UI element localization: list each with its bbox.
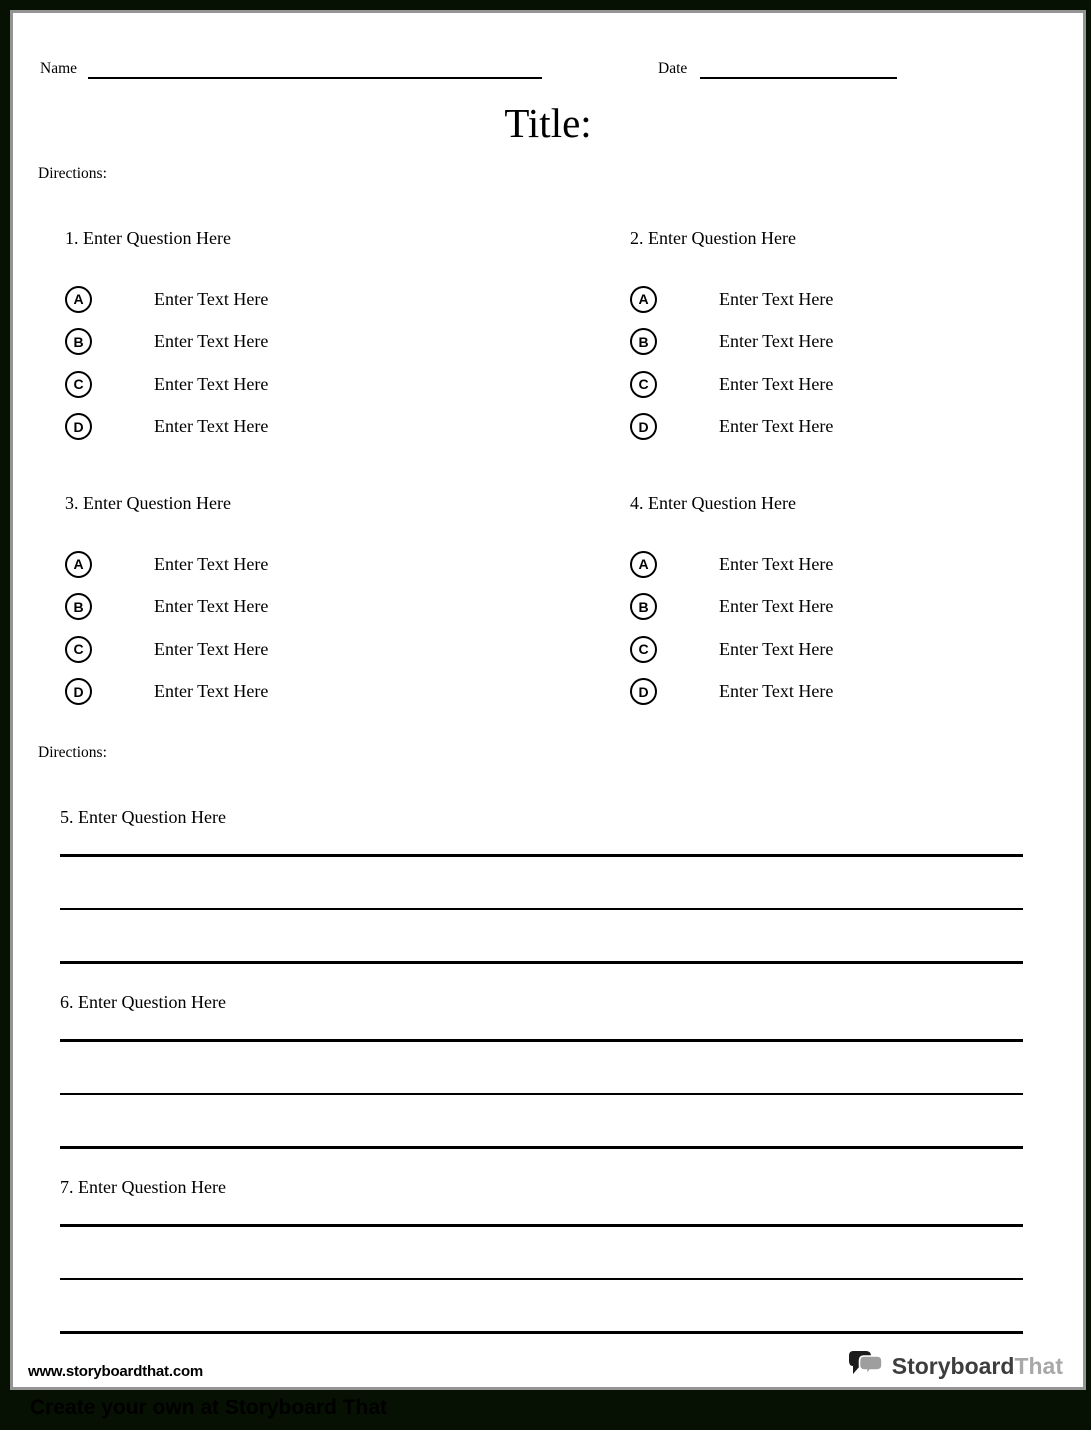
answer-option[interactable] — [630, 671, 1091, 714]
choice-letter-bubble[interactable]: C — [65, 371, 92, 398]
answer-line[interactable] — [60, 1146, 1023, 1149]
open-question-block-6 — [60, 990, 1023, 1149]
answer-option[interactable] — [630, 543, 1091, 586]
option-text[interactable]: Enter Text Here — [154, 331, 269, 352]
choice-letter-bubble[interactable]: A — [65, 286, 92, 313]
choice-letter-bubble[interactable]: C — [630, 371, 657, 398]
question-label[interactable]: 4. Enter Question Here — [630, 493, 796, 513]
answer-option[interactable] — [630, 363, 1091, 406]
worksheet-page — [10, 10, 1086, 1390]
option-text[interactable]: Enter Text Here — [154, 553, 269, 574]
option-text[interactable]: Enter Text Here — [154, 681, 269, 702]
choice-letter-bubble[interactable]: A — [630, 551, 657, 578]
options-list — [65, 543, 535, 713]
choice-letter-bubble[interactable]: D — [630, 678, 657, 705]
question-label[interactable]: 2. Enter Question Here — [630, 228, 796, 248]
logo-text-storyboard: Storyboard — [891, 1352, 1015, 1379]
logo-text-that: That — [1014, 1352, 1063, 1379]
answer-option[interactable] — [65, 671, 535, 714]
question-block-3 — [65, 491, 535, 713]
choice-letter-bubble[interactable]: B — [65, 593, 92, 620]
answer-line[interactable] — [60, 1278, 1023, 1281]
option-text[interactable]: Enter Text Here — [719, 681, 834, 702]
option-text[interactable]: Enter Text Here — [154, 638, 269, 659]
choice-letter-bubble[interactable]: C — [630, 636, 657, 663]
question-block-1 — [65, 226, 535, 448]
answer-option[interactable] — [65, 278, 535, 321]
answer-line[interactable] — [60, 854, 1023, 857]
storyboardthat-logo — [847, 1349, 1063, 1383]
answer-line[interactable] — [60, 1331, 1023, 1334]
answer-option[interactable] — [65, 586, 535, 629]
answer-line[interactable] — [60, 908, 1023, 911]
page-title: Title: — [504, 100, 592, 146]
question-block-4 — [630, 491, 1091, 713]
answer-option[interactable] — [630, 628, 1091, 671]
answer-line[interactable] — [60, 1039, 1023, 1042]
answer-line[interactable] — [60, 961, 1023, 964]
question-block-2 — [630, 226, 1091, 448]
option-text[interactable]: Enter Text Here — [719, 331, 834, 352]
option-text[interactable]: Enter Text Here — [719, 373, 834, 394]
options-list — [65, 278, 535, 448]
date-input-line[interactable] — [700, 77, 897, 79]
open-question-block-7 — [60, 1175, 1023, 1334]
answer-option[interactable] — [65, 321, 535, 364]
name-input-line[interactable] — [88, 77, 542, 79]
answer-option[interactable] — [65, 406, 535, 449]
option-text[interactable]: Enter Text Here — [154, 288, 269, 309]
answer-line[interactable] — [60, 1224, 1023, 1227]
choice-letter-bubble[interactable]: B — [630, 328, 657, 355]
bottom-bar-text: Create your own at Storyboard That — [30, 1396, 388, 1419]
options-list — [630, 543, 1091, 713]
option-text[interactable]: Enter Text Here — [719, 638, 834, 659]
date-label: Date — [658, 60, 688, 77]
option-text[interactable]: Enter Text Here — [719, 553, 834, 574]
answer-option[interactable] — [65, 628, 535, 671]
options-list — [630, 278, 1091, 448]
logo-text — [892, 1353, 1063, 1380]
option-text[interactable]: Enter Text Here — [719, 596, 834, 617]
choice-letter-bubble[interactable]: A — [630, 286, 657, 313]
option-text[interactable]: Enter Text Here — [719, 416, 834, 437]
speech-bubbles-icon — [847, 1349, 885, 1383]
answer-option[interactable] — [630, 586, 1091, 629]
question-label[interactable]: 6. Enter Question Here — [60, 992, 226, 1012]
answer-option[interactable] — [65, 363, 535, 406]
footer-website-text: www.storyboardthat.com — [28, 1363, 204, 1380]
open-question-block-5 — [60, 805, 1023, 964]
option-text[interactable]: Enter Text Here — [154, 416, 269, 437]
choice-letter-bubble[interactable]: A — [65, 551, 92, 578]
option-text[interactable]: Enter Text Here — [154, 373, 269, 394]
question-label[interactable]: 7. Enter Question Here — [60, 1177, 226, 1197]
answer-option[interactable] — [630, 278, 1091, 321]
choice-letter-bubble[interactable]: B — [65, 328, 92, 355]
question-label[interactable]: 1. Enter Question Here — [65, 228, 231, 248]
answer-line[interactable] — [60, 1093, 1023, 1096]
option-text[interactable]: Enter Text Here — [154, 596, 269, 617]
choice-letter-bubble[interactable]: C — [65, 636, 92, 663]
directions-label-2: Directions: — [38, 744, 107, 761]
choice-letter-bubble[interactable]: B — [630, 593, 657, 620]
question-label[interactable]: 5. Enter Question Here — [60, 807, 226, 827]
name-label: Name — [40, 60, 78, 77]
question-label[interactable]: 3. Enter Question Here — [65, 493, 231, 513]
choice-letter-bubble[interactable]: D — [630, 413, 657, 440]
choice-letter-bubble[interactable]: D — [65, 413, 92, 440]
answer-option[interactable] — [65, 543, 535, 586]
option-text[interactable]: Enter Text Here — [719, 288, 834, 309]
choice-letter-bubble[interactable]: D — [65, 678, 92, 705]
directions-label-1: Directions: — [38, 165, 107, 182]
answer-option[interactable] — [630, 406, 1091, 449]
answer-option[interactable] — [630, 321, 1091, 364]
